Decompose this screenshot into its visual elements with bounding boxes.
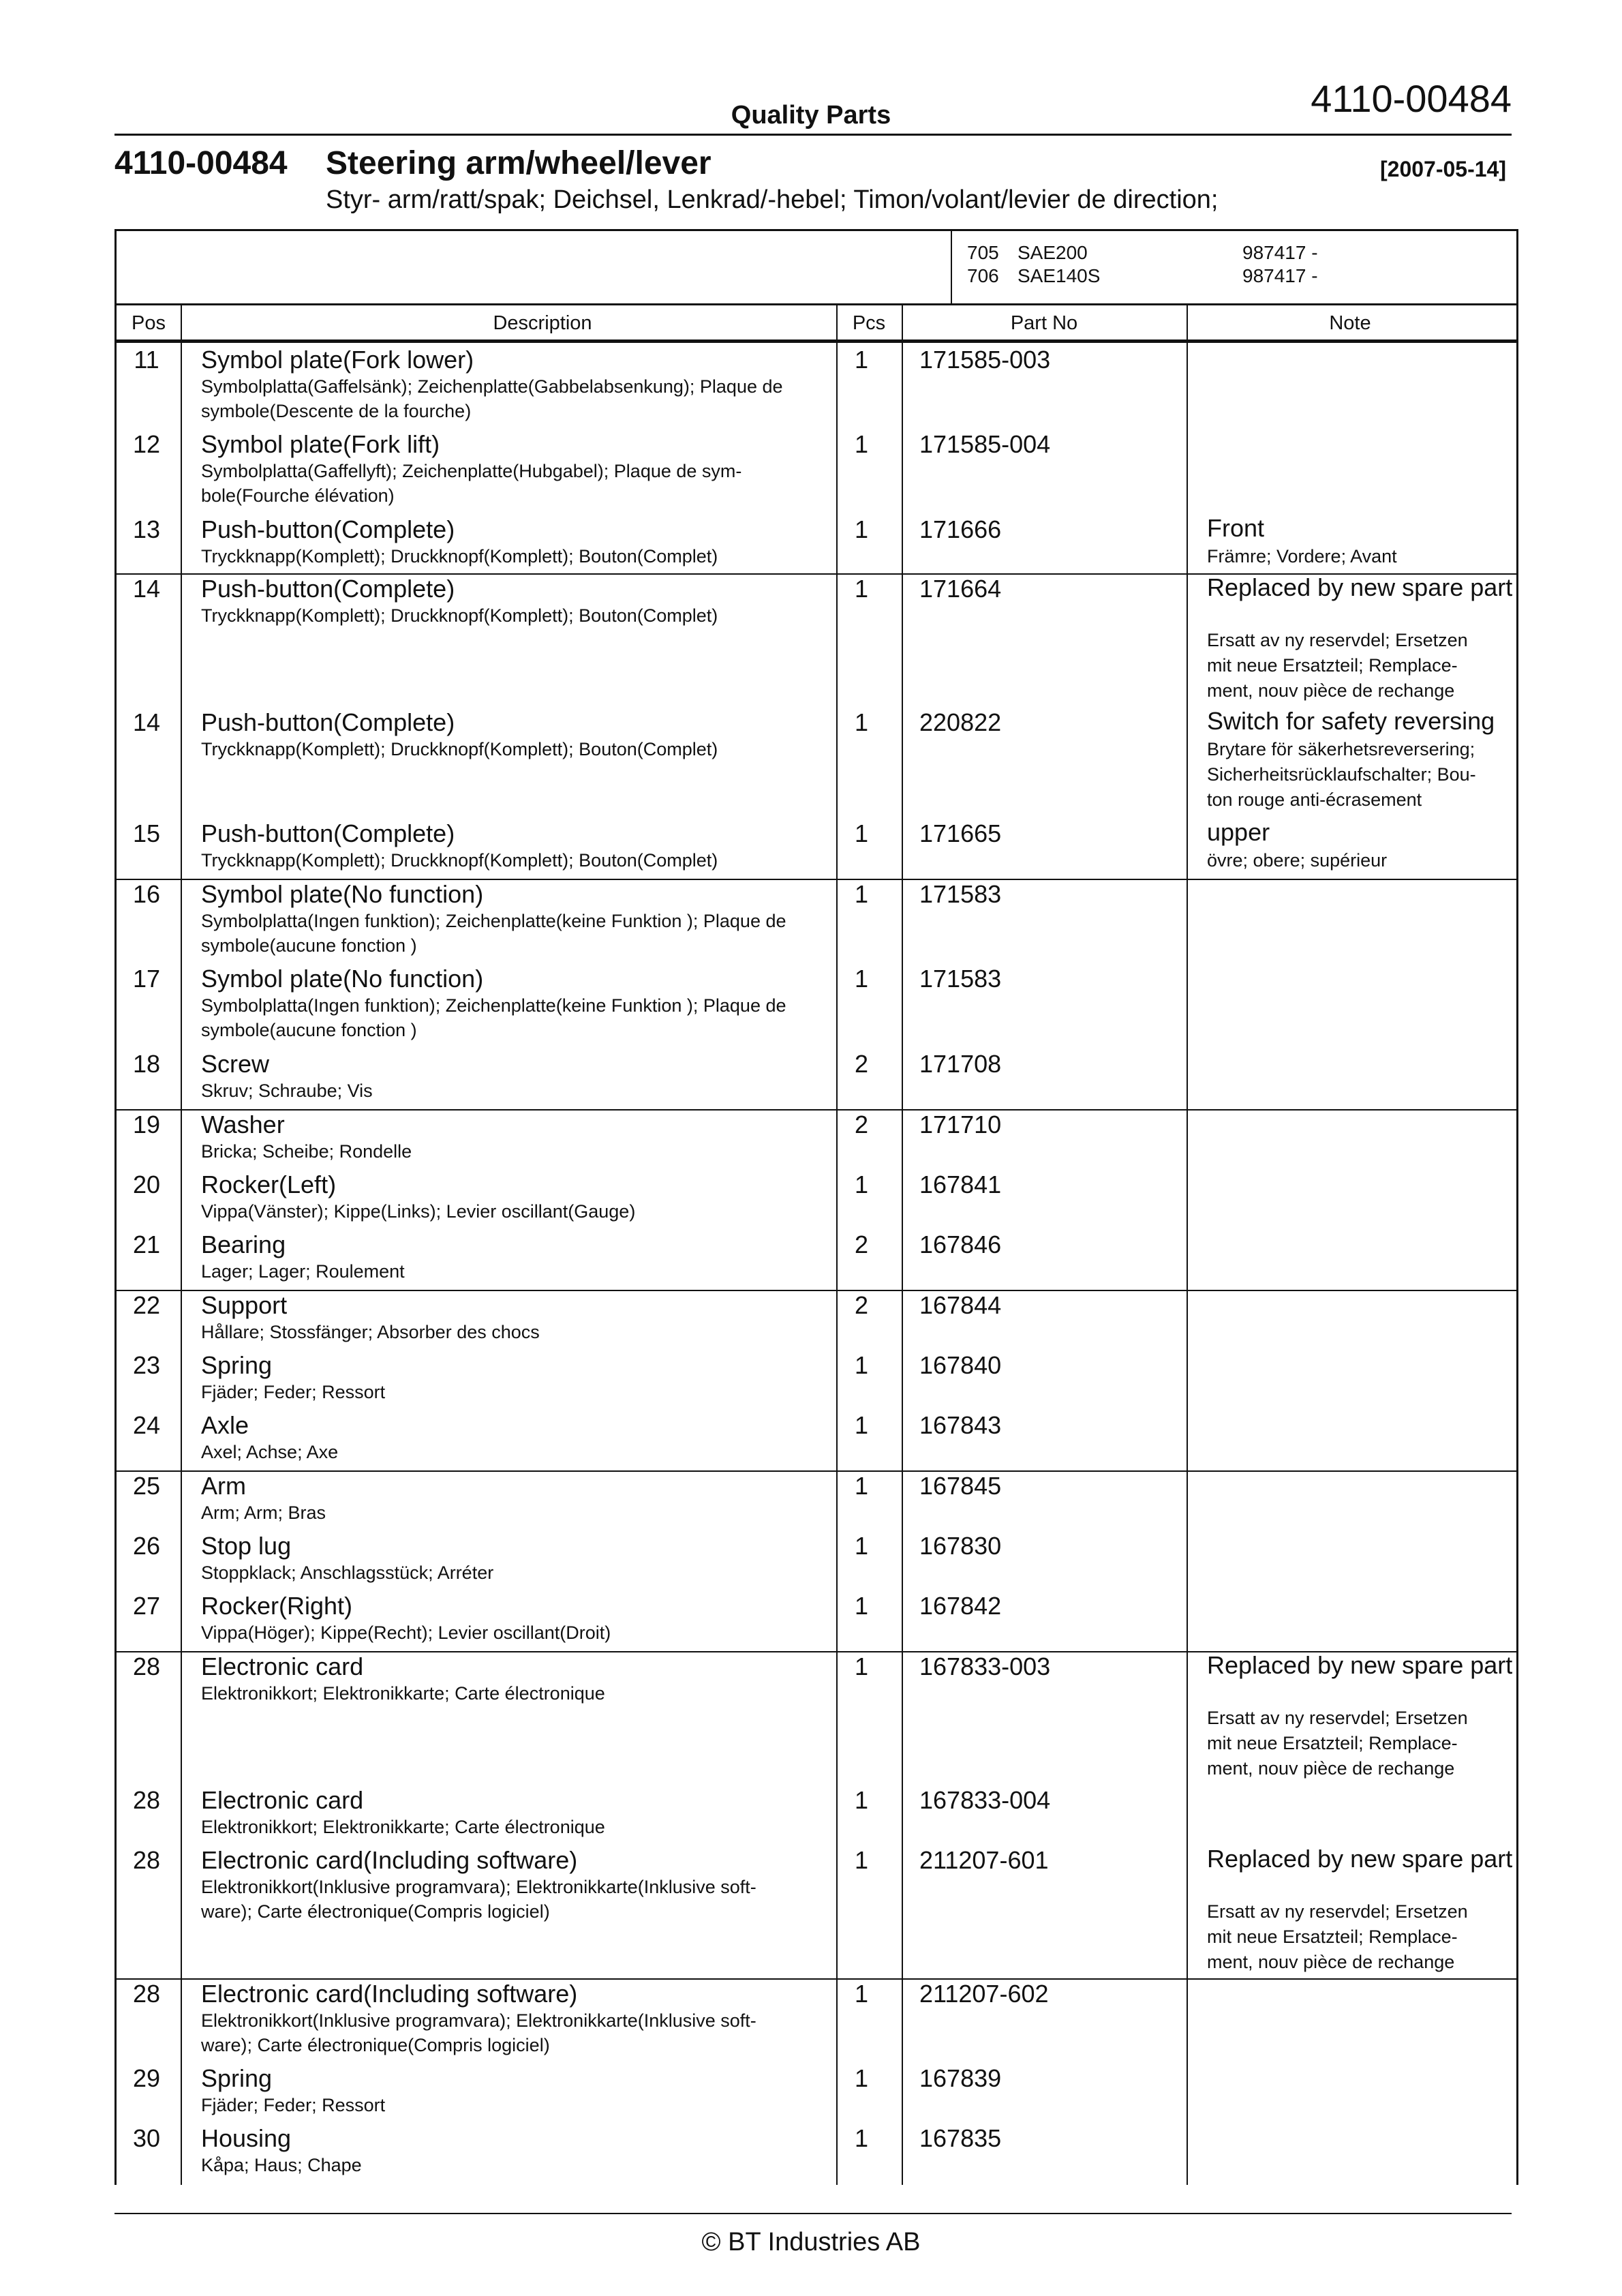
row-description-translation: bole(Fourche élévation): [201, 485, 395, 506]
row-pcs: 1: [854, 515, 869, 543]
row-description: Rocker(Right): [201, 1592, 353, 1620]
row-pos: 21: [132, 1230, 161, 1258]
row-pcs: 1: [854, 430, 869, 458]
row-description: Symbol plate(No function): [201, 965, 484, 993]
page-title: Steering arm/wheel/lever: [326, 145, 711, 181]
row-part-number: 171585-003: [919, 346, 1051, 374]
row-pos: 18: [132, 1050, 161, 1078]
row-note-translation: ment, nouv pièce de rechange: [1207, 1758, 1455, 1779]
row-pos: 14: [132, 708, 161, 736]
row-pcs: 1: [854, 575, 869, 603]
row-note: Replaced by new spare part: [1207, 573, 1513, 601]
column-header-note: Note: [1329, 312, 1371, 334]
revision-date: [2007-05-14]: [1380, 157, 1506, 181]
row-description: Push-button(Complete): [201, 575, 455, 603]
row-description: Screw: [201, 1050, 270, 1078]
header-rule: [114, 134, 1512, 136]
row-pcs: 1: [854, 708, 869, 736]
title-number: 4110-00484: [114, 145, 288, 181]
row-pcs: 1: [854, 965, 869, 993]
row-description-translation: Symbolplatta(Ingen funktion); Zeichenplatte(keine Funktion ); Plaque de: [201, 995, 786, 1016]
row-part-number: 171665: [919, 819, 1002, 847]
copyright-footer: © BT Industries AB: [701, 2228, 921, 2256]
row-part-number: 167835: [919, 2124, 1002, 2152]
row-description: Housing: [201, 2124, 292, 2152]
row-pcs: 2: [854, 1111, 869, 1138]
row-description: Symbol plate(Fork lower): [201, 346, 474, 374]
row-pcs: 1: [854, 1592, 869, 1620]
row-note-translation: Ersatt av ny reservdel; Ersetzen: [1207, 630, 1468, 650]
row-description-translation: Tryckknapp(Komplett); Druckknopf(Komplett); Bouton(Complet): [201, 546, 718, 567]
row-part-number: 167833-003: [919, 1652, 1051, 1680]
row-pos: 16: [132, 880, 161, 908]
column-divider: [1187, 305, 1188, 2185]
row-pos: 24: [132, 1411, 161, 1439]
row-group-separator: [117, 1978, 1516, 1980]
row-group-separator: [117, 573, 1516, 575]
row-pcs: 2: [854, 1291, 869, 1319]
row-description-translation: Skruv; Schraube; Vis: [201, 1081, 373, 1101]
row-part-number: 171585-004: [919, 430, 1051, 458]
row-description-translation: Symbolplatta(Ingen funktion); Zeichenplatte(keine Funktion ); Plaque de: [201, 911, 786, 931]
column-header-row: [117, 305, 1516, 342]
row-part-number: 167844: [919, 1291, 1002, 1319]
row-part-number: 167841: [919, 1170, 1002, 1198]
row-description: Spring: [201, 1351, 273, 1379]
row-pos: 17: [132, 965, 161, 993]
row-description-translation: Tryckknapp(Komplett); Druckknopf(Komplett); Bouton(Complet): [201, 605, 718, 626]
row-pos: 15: [132, 819, 161, 847]
row-part-number: 171666: [919, 515, 1002, 543]
row-description: Electronic card: [201, 1652, 364, 1680]
model-serial: 987417 -: [1242, 265, 1318, 286]
row-description: Symbol plate(Fork lift): [201, 430, 440, 458]
row-pcs: 2: [854, 1050, 869, 1078]
row-note-translation: mit neue Ersatzteil; Remplace-: [1207, 655, 1458, 676]
row-part-number: 167846: [919, 1230, 1002, 1258]
column-divider: [181, 305, 182, 2185]
model-name: SAE200: [1017, 242, 1088, 263]
row-description-translation: Arm; Arm; Bras: [201, 1502, 326, 1523]
row-pos: 27: [132, 1592, 161, 1620]
row-part-number: 211207-602: [919, 1980, 1049, 2008]
row-group-separator: [117, 1290, 1516, 1291]
model-box: [951, 231, 1515, 303]
model-name: SAE140S: [1017, 265, 1101, 286]
row-part-number: 171710: [919, 1111, 1002, 1138]
model-section: [117, 231, 1516, 305]
row-pos: 13: [132, 515, 161, 543]
row-pcs: 1: [854, 1472, 869, 1500]
row-pos: 28: [132, 1786, 161, 1814]
row-note-translation: ton rouge anti-écrasement: [1207, 789, 1422, 810]
row-description: Axle: [201, 1411, 249, 1439]
row-part-number: 167840: [919, 1351, 1002, 1379]
row-description-translation: symbole(aucune fonction ): [201, 935, 417, 956]
model-code: 705: [967, 242, 999, 263]
row-note: upper: [1207, 818, 1270, 846]
row-group-separator: [117, 1109, 1516, 1111]
row-pos: 20: [132, 1170, 161, 1198]
title-row: [114, 145, 1512, 185]
row-description: Bearing: [201, 1230, 286, 1258]
row-group-separator: [117, 1651, 1516, 1652]
row-note: Replaced by new spare part: [1207, 1651, 1513, 1679]
row-description-translation: Fjäder; Feder; Ressort: [201, 1382, 386, 1402]
row-description: Symbol plate(No function): [201, 880, 484, 908]
row-group-separator: [117, 1470, 1516, 1472]
row-pcs: 1: [854, 1846, 869, 1874]
row-part-number: 171583: [919, 965, 1002, 993]
column-header-part-no: Part No: [1010, 312, 1078, 334]
brand-heading: Quality Parts: [731, 101, 891, 130]
column-header-description: Description: [493, 312, 592, 334]
footer-rule: [114, 2213, 1512, 2214]
row-description-translation: Elektronikkort; Elektronikkarte; Carte électronique: [201, 1683, 605, 1704]
row-description-translation: Stoppklack; Anschlagsstück; Arréter: [201, 1562, 494, 1583]
row-note-translation: ment, nouv pièce de rechange: [1207, 1952, 1455, 1972]
row-pcs: 1: [854, 1652, 869, 1680]
row-pcs: 1: [854, 1351, 869, 1379]
row-pcs: 1: [854, 1980, 869, 2008]
row-pos: 28: [132, 1980, 161, 2008]
row-pos: 14: [132, 575, 161, 603]
row-note-translation: mit neue Ersatzteil; Remplace-: [1207, 1733, 1458, 1753]
row-description-translation: Tryckknapp(Komplett); Druckknopf(Komplett); Bouton(Complet): [201, 850, 718, 871]
row-pos: 19: [132, 1111, 161, 1138]
row-note-translation: Sicherheitsrücklaufschalter; Bou-: [1207, 764, 1476, 785]
page-subtitle: Styr- arm/ratt/spak; Deichsel, Lenkrad/-hebel; Timon/volant/levier de direction;: [326, 185, 1219, 214]
row-pos: 23: [132, 1351, 161, 1379]
row-pcs: 1: [854, 1170, 869, 1198]
row-description-translation: Elektronikkort(Inklusive programvara); Elektronikkarte(Inklusive soft-: [201, 1877, 756, 1897]
row-description: Rocker(Left): [201, 1170, 337, 1198]
row-description: Electronic card: [201, 1786, 364, 1814]
row-description-translation: Lager; Lager; Roulement: [201, 1261, 405, 1282]
row-pos: 12: [132, 430, 161, 458]
row-description: Stop lug: [201, 1532, 292, 1560]
row-description: Push-button(Complete): [201, 708, 455, 736]
row-description-translation: Symbolplatta(Gaffellyft); Zeichenplatte(Hubgabel); Plaque de sym-: [201, 461, 742, 481]
row-pcs: 1: [854, 1411, 869, 1439]
row-pcs: 2: [854, 1230, 869, 1258]
row-pos: 22: [132, 1291, 161, 1319]
row-part-number: 171708: [919, 1050, 1002, 1078]
row-description-translation: Hållare; Stossfänger; Absorber des chocs: [201, 1322, 540, 1342]
row-pcs: 1: [854, 346, 869, 374]
row-note-translation: Brytare för säkerhetsreversering;: [1207, 739, 1475, 759]
row-part-number: 220822: [919, 708, 1002, 736]
document-number: 4110-00484: [1311, 77, 1512, 120]
row-description-translation: Elektronikkort; Elektronikkarte; Carte électronique: [201, 1817, 605, 1837]
row-description-translation: symbole(aucune fonction ): [201, 1020, 417, 1040]
row-part-number: 171583: [919, 880, 1002, 908]
row-description-translation: Axel; Achse; Axe: [201, 1442, 339, 1462]
row-pos: 28: [132, 1652, 161, 1680]
row-note: Replaced by new spare part: [1207, 1845, 1513, 1873]
column-header-pos: Pos: [132, 312, 166, 334]
row-note: Switch for safety reversing: [1207, 707, 1495, 735]
row-description: Push-button(Complete): [201, 819, 455, 847]
header-double-rule: [117, 342, 1516, 343]
row-description-translation: Kåpa; Haus; Chape: [201, 2155, 362, 2175]
row-pcs: 1: [854, 880, 869, 908]
row-part-number: 211207-601: [919, 1846, 1049, 1874]
column-header-pcs: Pcs: [852, 312, 886, 334]
row-part-number: 167843: [919, 1411, 1002, 1439]
row-part-number: 171664: [919, 575, 1002, 603]
row-note: Front: [1207, 514, 1265, 542]
row-pos: 11: [134, 346, 159, 374]
model-serial: 987417 -: [1242, 242, 1318, 263]
row-part-number: 167830: [919, 1532, 1002, 1560]
row-description-translation: Symbolplatta(Gaffelsänk); Zeichenplatte(Gabbelabsenkung); Plaque de: [201, 376, 783, 397]
row-note-translation: Ersatt av ny reservdel; Ersetzen: [1207, 1708, 1468, 1728]
row-description: Electronic card(Including software): [201, 1980, 578, 2008]
parts-table: [114, 229, 1518, 2185]
row-description-translation: ware); Carte électronique(Compris logiciel): [201, 1901, 550, 1922]
row-note-translation: mit neue Ersatzteil; Remplace-: [1207, 1927, 1458, 1947]
row-description: Push-button(Complete): [201, 515, 455, 543]
row-description: Support: [201, 1291, 288, 1319]
row-group-separator: [117, 879, 1516, 880]
row-description-translation: symbole(Descente de la fourche): [201, 401, 472, 421]
row-pcs: 1: [854, 2124, 869, 2152]
row-description-translation: Vippa(Vänster); Kippe(Links); Levier oscillant(Gauge): [201, 1201, 636, 1222]
row-part-number: 167842: [919, 1592, 1002, 1620]
model-code: 706: [967, 265, 999, 286]
row-description-translation: ware); Carte électronique(Compris logiciel): [201, 2035, 550, 2055]
row-pos: 30: [132, 2124, 161, 2152]
row-description-translation: Vippa(Höger); Kippe(Recht); Levier oscillant(Droit): [201, 1622, 611, 1643]
row-pos: 29: [132, 2064, 161, 2092]
row-note-translation: Främre; Vordere; Avant: [1207, 546, 1397, 567]
row-pcs: 1: [854, 2064, 869, 2092]
row-pcs: 1: [854, 1532, 869, 1560]
row-pos: 26: [132, 1532, 161, 1560]
row-description: Washer: [201, 1111, 285, 1138]
row-description: Spring: [201, 2064, 273, 2092]
row-pcs: 1: [854, 819, 869, 847]
row-note-translation: Ersatt av ny reservdel; Ersetzen: [1207, 1901, 1468, 1922]
row-pos: 28: [132, 1846, 161, 1874]
row-pcs: 1: [854, 1786, 869, 1814]
row-pos: 25: [132, 1472, 161, 1500]
row-part-number: 167839: [919, 2064, 1002, 2092]
row-note-translation: övre; obere; supérieur: [1207, 850, 1388, 871]
row-description-translation: Fjäder; Feder; Ressort: [201, 2095, 386, 2115]
row-description-translation: Bricka; Scheibe; Rondelle: [201, 1141, 412, 1162]
row-description-translation: Elektronikkort(Inklusive programvara); Elektronikkarte(Inklusive soft-: [201, 2010, 756, 2031]
row-note-translation: ment, nouv pièce de rechange: [1207, 680, 1455, 701]
row-part-number: 167845: [919, 1472, 1002, 1500]
row-description: Electronic card(Including software): [201, 1846, 578, 1874]
row-description: Arm: [201, 1472, 246, 1500]
row-description-translation: Tryckknapp(Komplett); Druckknopf(Komplett); Bouton(Complet): [201, 739, 718, 759]
row-part-number: 167833-004: [919, 1786, 1051, 1814]
